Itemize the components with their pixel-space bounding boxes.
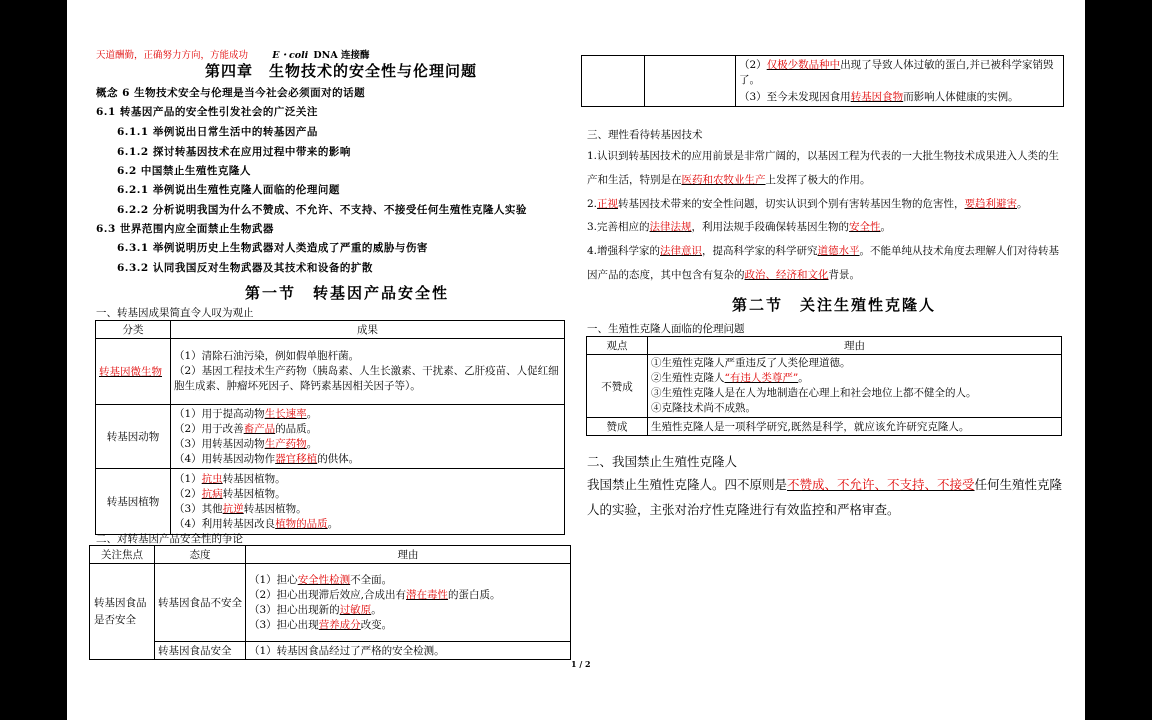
safe-reason-2: （2）仅极少数品种中出现了导致人体过敏的蛋白,并已被科学家销毁了。 [739, 58, 1054, 86]
header-ecoli: E・coli [272, 50, 309, 61]
category-plant: 转基因植物 [96, 469, 171, 535]
unsafe-reason-4: （3）担心出现营养成分改变。 [249, 618, 393, 631]
section1-title: 第一节 转基因产品安全性 [245, 284, 450, 302]
section1-sub3: 三、理性看待转基因技术 [587, 129, 703, 141]
header-ligase: DNA 连接酶 [313, 50, 370, 61]
section1-sub1: 一、转基因成果简直令人叹为观止 [96, 307, 254, 319]
objective-concept6: 概念 6 生物技术安全与伦理是当今社会必须面对的话题 [96, 87, 366, 99]
objective-6-1: 6.1 转基因产品的安全性引发社会的广泛关注 [96, 106, 318, 118]
plant-result-4: （4）利用转基因改良植物的品质。 [174, 517, 339, 530]
objective-6-1-2: 6.1.2 探讨转基因技术在应用过程中带来的影响 [117, 146, 351, 158]
attitude-safe: 转基因食品安全 [155, 642, 246, 660]
oppose-reason-1: ①生殖性克隆人严重违反了人类伦理道德。 [651, 357, 851, 369]
table2-header-focus: 关注焦点 [90, 546, 155, 564]
objective-6-3: 6.3 世界范围内应全面禁止生物武器 [96, 223, 274, 235]
table1-header-category: 分类 [96, 321, 171, 339]
view-oppose: 不赞成 [587, 355, 648, 418]
rational-paragraph-1: 1.认识到转基因技术的应用前景是非常广阔的，以基因工程为代表的一大批生物技术成果进入人类的生产和生活，特别是在医药和农牧业生产上发挥了极大的作用。 [587, 150, 1060, 186]
view-support: 赞成 [587, 418, 648, 436]
objective-6-2-2: 6.2.2 分析说明我国为什么不赞成、不允许、不支持、不接受任何生殖性克隆人实验 [117, 204, 527, 216]
chapter-title: 第四章 生物技术的安全性与伦理问题 [205, 62, 478, 80]
safe-reason-3: （3）至今未发现因食用转基因食物而影响人体健康的实例。 [739, 90, 1019, 103]
header-motto: 天道酬勤，正确努力方向，方能成功 [96, 50, 249, 61]
animal-result-4: （4）用转基因动物作器官移植的供体。 [174, 452, 360, 465]
rational-paragraph-4: 4.增强科学家的法律意识，提高科学家的科学研究道德水平。不能单纯从技术角度去理解人们对待转基因产品的态度，其中包含有复杂的政治、经济和文化背景。 [587, 245, 1060, 281]
rational-paragraph-2: 2.正视转基因技术带来的安全性问题，切实认识到个别有害转基因生物的危害性，要趋利避害。 [587, 198, 1028, 210]
safety-debate-table [89, 545, 571, 660]
attitude-unsafe: 转基因食品不安全 [158, 596, 242, 609]
section2-sub2: 二、我国禁止生殖性克隆人 [587, 454, 738, 469]
objective-6-2: 6.2 中国禁止生殖性克隆人 [117, 165, 251, 177]
support-reason-1: 生殖性克隆人是一项科学研究,既然是科学，就应该允许研究克隆人。 [648, 418, 1062, 436]
section2-title: 第二节 关注生殖性克隆人 [732, 296, 937, 314]
section2-sub1: 一、生殖性克隆人面临的伦理问题 [587, 323, 745, 335]
table3-header-view: 观点 [587, 337, 648, 355]
objective-6-1-1: 6.1.1 举例说出日常生活中的转基因产品 [117, 126, 318, 138]
safe-reason-1: （1）转基因食品经过了严格的安全检测。 [246, 642, 571, 660]
oppose-reason-2: ②生殖性克隆人“有违人类尊严”。 [651, 372, 809, 384]
section1-sub2: 二、对转基因产品安全性的争论 [96, 533, 243, 545]
category-microbe: 转基因微生物 [99, 366, 162, 378]
table2-header-reason: 理由 [246, 546, 571, 564]
objective-6-3-2: 6.3.2 认同我国反对生物武器及其技术和设备的扩散 [117, 262, 373, 274]
cloning-ban-paragraph: 我国禁止生殖性克隆人。四不原则是不赞成、不允许、不支持、不接受任何生殖性克隆人的实验，主张对治疗性克隆进行有效监控和严格审查。 [587, 477, 1063, 517]
microbe-result-1: （1）清除石油污染，例如假单胞杆菌。 [174, 350, 360, 362]
gm-achievements-table [95, 320, 565, 535]
page-number: 1 / 2 [571, 659, 591, 669]
rational-paragraph-3: 3.完善相应的法律法规，利用法规手段确保转基因生物的安全性。 [587, 221, 892, 233]
unsafe-reason-1: （1）担心安全性检测不全面。 [249, 573, 393, 586]
document-page [67, 0, 1085, 720]
table2-header-attitude: 态度 [155, 546, 246, 564]
focus-gm-food-safety: 转基因食品是否安全 [94, 596, 147, 626]
category-animal: 转基因动物 [96, 405, 171, 469]
table3-header-reason: 理由 [648, 337, 1062, 355]
unsafe-reason-2: （2）担心出现滞后效应,合成出有潜在毒性的蛋白质。 [249, 588, 501, 601]
oppose-reason-3: ③生殖性克隆人是在人为地制造在心理上和社会地位上都不健全的人。 [651, 387, 977, 399]
animal-result-3: （3）用转基因动物生产药物。 [174, 437, 318, 450]
safe-reasons-continuation-table [581, 55, 1064, 107]
plant-result-3: （3）其他抗逆转基因植物。 [174, 502, 307, 515]
plant-result-2: （2）抗病转基因植物。 [174, 487, 286, 500]
table1-header-result: 成果 [171, 321, 565, 339]
objective-6-2-1: 6.2.1 举例说出生殖性克隆人面临的伦理问题 [117, 184, 340, 196]
animal-result-1: （1）用于提高动物生长速率。 [174, 407, 318, 420]
microbe-result-2: （2）基因工程技术生产药物（胰岛素、人生长激素、干扰素、乙肝疫苗、人促红细胞生成素、肿瘤坏死因子、降钙素基因相关因子等）。 [174, 365, 559, 392]
animal-result-2: （2）用于改善畜产品的品质。 [174, 422, 318, 435]
plant-result-1: （1）抗虫转基因植物。 [174, 472, 286, 485]
oppose-reason-4: ④克隆技术尚不成熟。 [651, 402, 756, 414]
objective-6-3-1: 6.3.1 举例说明历史上生物武器对人类造成了严重的威胁与伤害 [117, 242, 428, 254]
cloning-ethics-table [586, 336, 1062, 436]
unsafe-reason-3: （3）担心出现新的过敏原。 [249, 603, 382, 616]
